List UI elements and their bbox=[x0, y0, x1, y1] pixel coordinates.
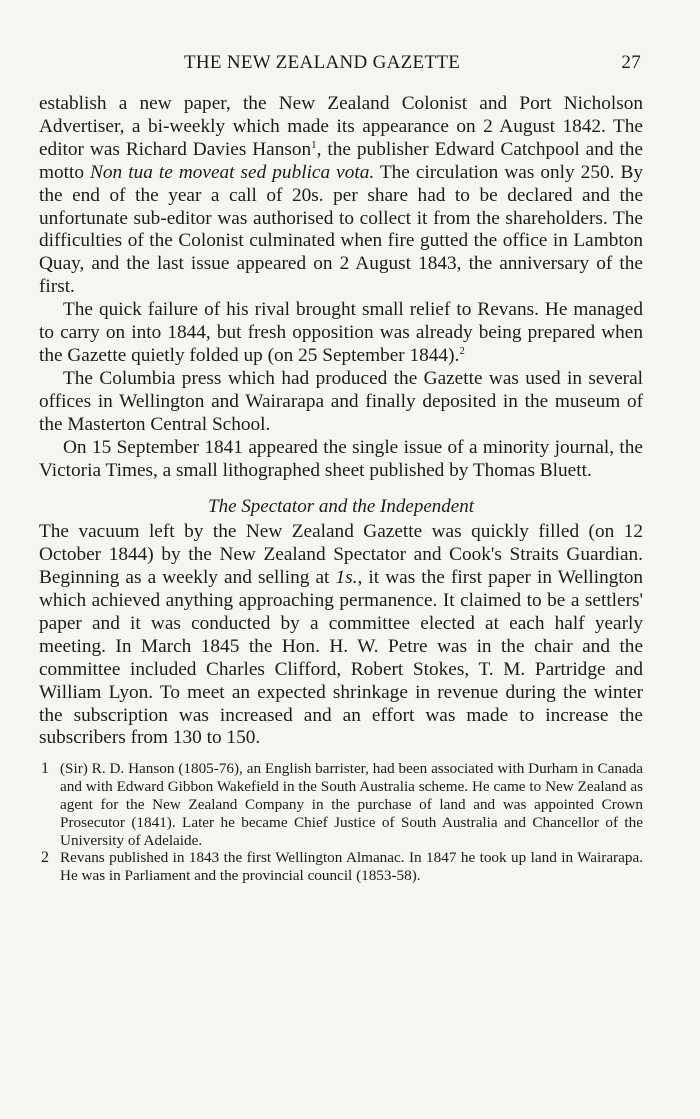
body-text bbox=[39, 93, 643, 750]
motto-text: Non tua te moveat sed publica vota. bbox=[90, 161, 375, 183]
page-number: 27 bbox=[621, 52, 641, 73]
paragraph-spectator bbox=[39, 521, 643, 750]
paragraph-colonist bbox=[39, 93, 643, 299]
running-head bbox=[39, 52, 643, 78]
paragraph-text: establish a new paper, the New Zealand Colonist and Port Nicholson Advertiser, a bi-weekly which made its appearance on 2 August 1842. The editor was Richard Davies Hanson bbox=[39, 93, 643, 160]
footnote-mark: 2 bbox=[41, 849, 49, 867]
footnote-2 bbox=[39, 849, 643, 885]
paragraph-text: , it was the first paper in Wellington which achieved anything approaching permanence. It claimed to be a settlers' paper and it was conducted by a committee elected at each half yearly meeting. In March 1845 the Hon. H. W. Petre was in the chair and the committee included Charles Clifford, Robert Stokes, T. M. Partridge and William Lyon. To meet an expected shrinkage in revenue during the winter the subscription was increased and an effort was made to increase the subscribers from 130 to 150. bbox=[39, 567, 643, 749]
book-page bbox=[39, 52, 643, 885]
price-text: 1s. bbox=[335, 567, 358, 589]
footnote-1 bbox=[39, 760, 643, 849]
footnotes bbox=[39, 760, 643, 885]
section-heading: The Spectator and the Independent bbox=[208, 496, 474, 518]
running-title: THE NEW ZEALAND GAZETTE bbox=[184, 52, 461, 73]
footnote-text: (Sir) R. D. Hanson (1805-76), an English barrister, had been associated with Durham in Canada and with Edward Gibbon Wakefield in the South Australia scheme. He came to New Zealand as agent for the New Zealand Company in the purchase of land and was appointed Crown Prosecutor (1841). Later he became Chief Justice of South Australia and Chancellor of the University of Adelaide. bbox=[60, 760, 643, 849]
paragraph-revans bbox=[39, 299, 643, 368]
paragraph-text: , the publisher Edward Catchpool and the motto bbox=[39, 138, 643, 183]
paragraph-victoria-times: On 15 September 1841 appeared the single issue of a minority journal, the Victoria Times, a small lithographed sheet published by Thomas Bluett. bbox=[39, 436, 643, 481]
footnote-ref-2: 2 bbox=[459, 344, 465, 357]
footnote-ref-1: 1 bbox=[311, 138, 317, 151]
paragraph-text: The quick failure of his rival brought small relief to Revans. He managed to carry on into 1844, but fresh opposition was already being prepared when the Gazette quietly folded up (on 25 September 1844). bbox=[39, 299, 643, 366]
paragraph-columbia-press: The Columbia press which had produced the Gazette was used in several offices in Wellington and Wairarapa and finally deposited in the museum of the Masterton Central School. bbox=[39, 367, 643, 435]
footnote-mark: 1 bbox=[41, 760, 49, 778]
paragraph-text: The vacuum left by the New Zealand Gazette was quickly filled (on 12 October 1844) by the New Zealand Spectator and Cook's Straits Guardian. Beginning as a weekly and selling at bbox=[39, 521, 643, 589]
footnote-text: Revans published in 1843 the first Wellington Almanac. In 1847 he took up land in Wairarapa. He was in Parliament and the provincial council (1853-58). bbox=[60, 849, 643, 885]
paragraph-text: The circulation was only 250. By the end of the year a call of 20s. per share had to be declared and the unfortunate sub-editor was authorised to collect it from the shareholders. The difficulties of the Colonist culminated when fire gutted the office in Lambton Quay, and the last issue appeared on 2 August 1843, the anniversary of the first. bbox=[39, 161, 643, 298]
